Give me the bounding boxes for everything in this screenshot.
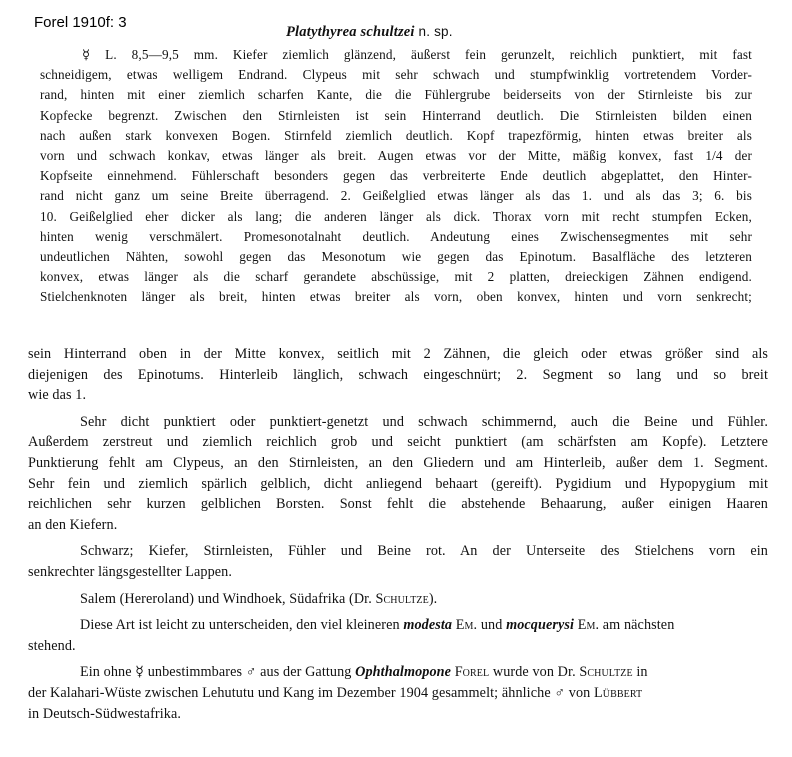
text-run: der Kalahari-Wüste zwischen Lehututu und Kang im Dezember 1904 gesammelt; ähnliche ♂ von <box>28 684 594 701</box>
species-heading <box>286 24 453 41</box>
text-line: sein Hinterrand oben in der Mitte konvex, seitlich mit 2 Zähnen, die gleich oder etwas größer sind als <box>28 346 768 362</box>
text-run: Ein ohne ☿ unbestimmbares ♂ aus der Gattung <box>80 664 356 681</box>
male-note-paragraph <box>28 662 768 724</box>
description-line: rand nicht ganz um seine Breite überragend. 2. Geißelglied etwas länger als das 1. und als das 3; 6. bis <box>40 188 752 204</box>
text-line <box>28 662 768 683</box>
text-line: Schwarz; Kiefer, Stirnleisten, Fühler und Beine rot. An der Unterseite des Stielchens vorn ein <box>80 543 768 560</box>
description-block <box>40 45 752 308</box>
description-line: undeutlichen Nähten, sowohl gegen das Mesonotum wie gegen das Epinotum. Basalfläche des letzteren <box>40 249 752 265</box>
description-line: Stielchenknoten länger als breit, hinten etwas breiter als vorn, oben konvex, hinten und vorn senkrecht; <box>40 289 752 305</box>
reference-label: Forel 1910f: 3 <box>34 14 127 31</box>
author-abbrev: Em. <box>574 617 600 634</box>
taxon-name: mocquerysi <box>506 617 575 634</box>
description-line: vorn und schwach konkav, etwas länger als breit. Augen etwas vor der Mitte, mäßig konvex, fast 1/4 der <box>40 148 752 164</box>
author-name: Forel <box>451 664 490 681</box>
text-run: am nächsten <box>599 617 675 634</box>
description-line: rand, hinten mit einer ziemlich scharfen Kante, die die Fühlergrube beiderseits von der Stirnleiste bis zur <box>40 87 752 103</box>
description-line: nach außen stark konvexen Bogen. Stirnfeld ziemlich deutlich. Kopf trapezförmig, hinten etwas breiter als <box>40 127 752 143</box>
sculpture-paragraph <box>28 412 768 536</box>
collector-name: Schultze <box>579 664 633 681</box>
description-line: 10. Geißelglied eher dicker als lang; die anderen länger als dick. Thorax vorn mit recht stumpfen Ecken, <box>40 208 752 224</box>
text-line: senkrechter längsgestellter Lappen. <box>28 563 233 580</box>
text-run: wurde von Dr. <box>489 664 580 681</box>
text-line: Sehr dicht punktiert oder punktiert-genetzt und schwach schimmernd, auch die Beine und Fühler. <box>80 413 768 430</box>
text-line: Außerdem zerstreut und ziemlich reichlich grob und seicht punktiert (am schärfsten am Kopfe). Letztere <box>28 434 768 451</box>
species-name: Platythyrea schultzei <box>286 24 415 40</box>
body-text <box>28 344 768 730</box>
text-line: diejenigen des Epinotums. Hinterleib länglich, schwach eingeschnürt; 2. Segment so lang und so breit <box>28 366 768 383</box>
locality-paragraph <box>28 589 768 610</box>
description-line: Kopfecke begrenzt. Zwischen den Stirnleisten ist sein Hinterrand deutlich. Die Stirnleisten bilden einen <box>40 107 752 123</box>
description-line: hinten wenig verschmälert. Promesonotalnaht deutlich. Andeutung eines Zwischensegmentes mit sehr <box>40 228 752 244</box>
text-line: Punktierung fehlt am Clypeus, an den Stirnleisten, an den Gliedern und am Hinterleib, außer dem 1. Segment. <box>28 454 768 471</box>
text-run: und <box>477 617 507 634</box>
text-line: reichlichen sehr kurzen gelblichen Borsten. Sonst fehlt die abstehende Behaarung, außer einigen Haaren <box>28 496 768 513</box>
text-line: wie das 1. <box>28 387 87 404</box>
text-run: Diese Art ist leicht zu unterscheiden, den viel kleineren <box>80 617 404 634</box>
locality-text: Salem (Hereroland) und Windhoek, Südafrika (Dr. <box>80 590 376 607</box>
person-name: Lübbert <box>593 684 643 701</box>
collector-name: Schultze <box>375 590 429 607</box>
genus-name: Ophthalmopone <box>355 664 452 681</box>
color-paragraph <box>28 541 768 582</box>
description-line: Kopfseite einnehmend. Fühlerschaft besonders gegen das verbreiterte Ende deutlich abgeplattet, den Hinter- <box>40 168 752 184</box>
text-line: an den Kiefern. <box>28 516 118 533</box>
comparison-paragraph <box>28 615 768 656</box>
description-line: schneidigem, etwas welligem Endrand. Clypeus mit sehr schwach und stumpfwinklig vortretendem Vorder- <box>40 67 752 83</box>
locality-end: ). <box>428 590 438 607</box>
continuation-paragraph <box>28 344 768 406</box>
text-run: in <box>632 664 648 681</box>
description-line: konvex, etwas länger als die scharf gerandete abschüssige, mit 2 platten, dreieckigen Zähnen endigend. <box>40 269 752 285</box>
text-line: stehend. <box>28 637 76 654</box>
taxon-name: modesta <box>403 617 453 634</box>
author-abbrev: Em. <box>452 617 478 634</box>
description-line: ☿ L. 8,5—9,5 mm. Kiefer ziemlich glänzend, äußerst fein gerunzelt, reichlich punktiert, mit fast <box>82 47 752 62</box>
text-line: in Deutsch-Südwestafrika. <box>28 705 182 722</box>
text-line <box>28 683 768 704</box>
text-line <box>28 615 768 636</box>
text-line: Sehr fein und ziemlich spärlich gelblich, dicht anliegend behaart (gereift). Pygidium und Hypopygium mit <box>28 475 768 492</box>
new-species-mark: n. sp. <box>418 24 453 39</box>
